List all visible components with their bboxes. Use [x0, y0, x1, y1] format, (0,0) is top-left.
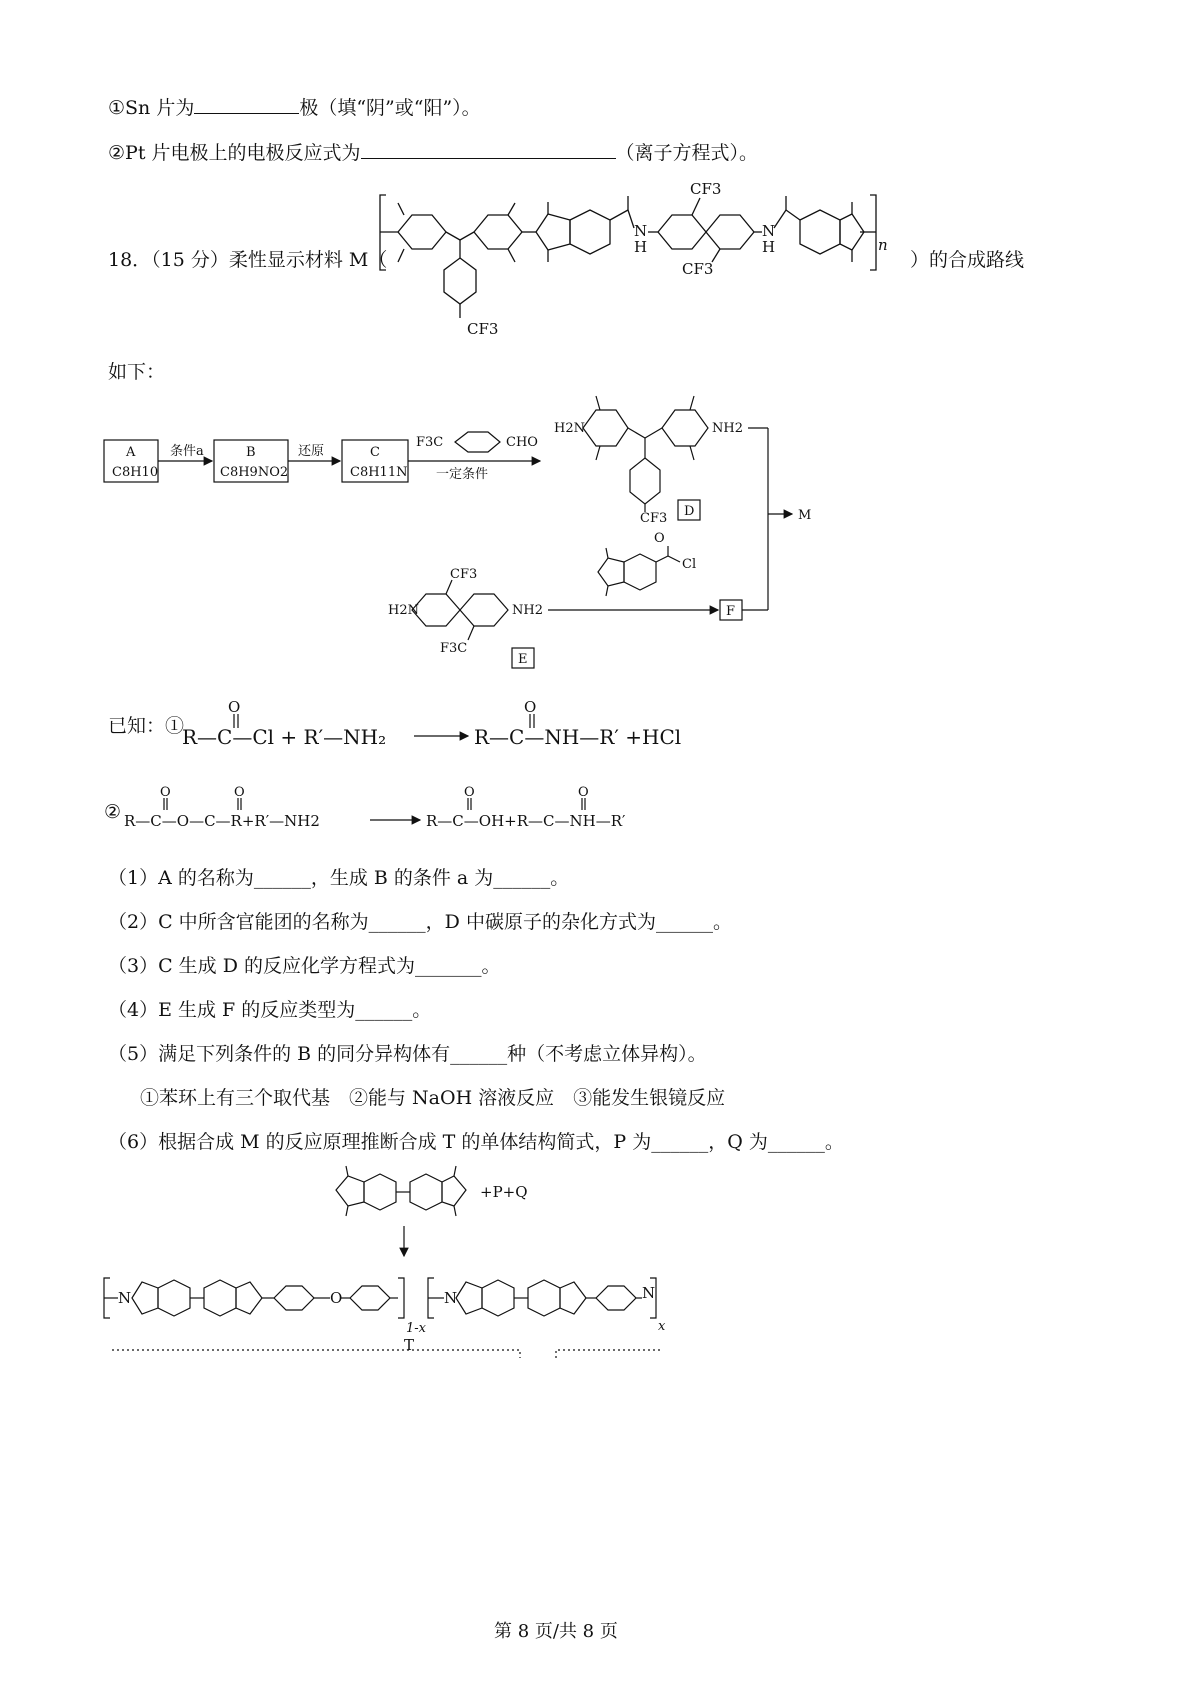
d-box-label: D	[684, 504, 695, 519]
reagent-f3c-label: F3C	[416, 435, 444, 450]
e-f3c-label: F3C	[440, 641, 468, 656]
q17-line2-suffix: （离子方程式）。	[615, 142, 759, 164]
amide-h-label: H	[634, 238, 648, 256]
acyl-cl-label: Cl	[682, 557, 697, 572]
q18-intro-suffix: ）的合成路线	[910, 249, 1025, 271]
d-cf3-label: CF3	[640, 511, 668, 526]
t-sub-x: x	[658, 1319, 666, 1334]
sub-question-5: （5）满足下列条件的 B 的同分异构体有______种（不考虑立体异构）。	[108, 1043, 707, 1065]
known-prefix: 已知：①	[108, 715, 185, 737]
box-a-label: A	[126, 445, 136, 460]
sub-question-2: （2）C 中所含官能团的名称为______，D 中碳原子的杂化方式为______。	[108, 911, 732, 933]
box-a-formula: C8H10	[112, 465, 159, 480]
carbonyl-o-label: O	[464, 785, 475, 800]
t-reagents-label: +P+Q	[480, 1183, 528, 1201]
carbonyl-o-label: O	[234, 785, 245, 800]
amide-h-label: H	[762, 238, 776, 256]
repeat-n-label: n	[878, 236, 888, 254]
carbonyl-o-label: O	[578, 785, 589, 800]
carbonyl-o-label: O	[228, 698, 241, 716]
e-nh2-label: NH2	[512, 603, 543, 618]
q17-line1-suffix: 极（填“阴”或“阳”）。	[299, 97, 481, 119]
reduction-label: 还原	[298, 444, 325, 459]
imide-n-label: N	[444, 1289, 458, 1307]
t-sub-1x: 1-x	[406, 1321, 426, 1336]
sub-question-5-conditions: ①苯环上有三个取代基 ②能与 NaOH 溶液反应 ③能发生银镜反应	[140, 1087, 726, 1109]
f-box-label: F	[726, 604, 736, 619]
e-cf3-label: CF3	[450, 567, 478, 582]
reagent-cho-label: CHO	[506, 435, 538, 450]
carbonyl-o-label: O	[524, 698, 537, 716]
cf3-label: CF3	[467, 320, 499, 338]
page-footer: 第 8 页/共 8 页	[494, 1621, 618, 1642]
q18-intro-prefix: 18．（15 分）柔性显示材料 M（	[108, 249, 388, 271]
sub-question-4: （4）E 生成 F 的反应类型为______。	[108, 999, 432, 1021]
cf3-label: CF3	[682, 260, 714, 278]
t-label: T	[404, 1336, 415, 1354]
certain-condition-label: 一定条件	[436, 467, 489, 482]
known2-right: R—C—OH+R—C—NH—R′	[426, 812, 626, 830]
cf3-label: CF3	[690, 180, 722, 198]
e-h2n-label: H2N	[388, 603, 419, 618]
imide-n-label: N	[118, 1289, 132, 1307]
carbonyl-o-label: O	[160, 785, 171, 800]
sub-question-1: （1）A 的名称为______，生成 B 的条件 a 为______。	[108, 867, 570, 889]
sub-question-6: （6）根据合成 M 的反应原理推断合成 T 的单体结构简式，P 为______，Q 为______。	[108, 1131, 844, 1153]
ether-o-label: O	[330, 1289, 343, 1307]
known2-prefix: ②	[104, 801, 122, 823]
q18-intro-cont: 如下：	[108, 361, 166, 383]
e-box-label: E	[518, 652, 528, 667]
d-nh2-label: NH2	[712, 421, 743, 436]
condition-a-label: 条件a	[170, 444, 204, 459]
box-c-label: C	[370, 445, 380, 460]
sub-question-3: （3）C 生成 D 的反应化学方程式为_______。	[108, 955, 501, 977]
box-c-formula: C8H11N	[350, 465, 408, 480]
known2-left: R—C—O—C—R+R′—NH2	[124, 812, 320, 830]
acyl-o-label: O	[654, 531, 665, 546]
amide-n-label: N	[634, 222, 648, 240]
amide-n-label: N	[642, 1284, 656, 1302]
q17-line1-prefix: ①Sn 片为	[108, 97, 195, 119]
amide-n-label: N	[762, 222, 776, 240]
d-h2n-label: H2N	[554, 421, 585, 436]
m-label: M	[798, 508, 812, 523]
q17-line2-prefix: ②Pt 片电极上的电极反应式为	[108, 142, 361, 164]
product-label: R—C—NH—R′ +HCl	[474, 725, 682, 749]
r-group-label: R—C—Cl + R′—NH₂	[182, 725, 387, 749]
box-b-formula: C8H9NO2	[220, 465, 289, 480]
box-b-label: B	[246, 445, 256, 460]
